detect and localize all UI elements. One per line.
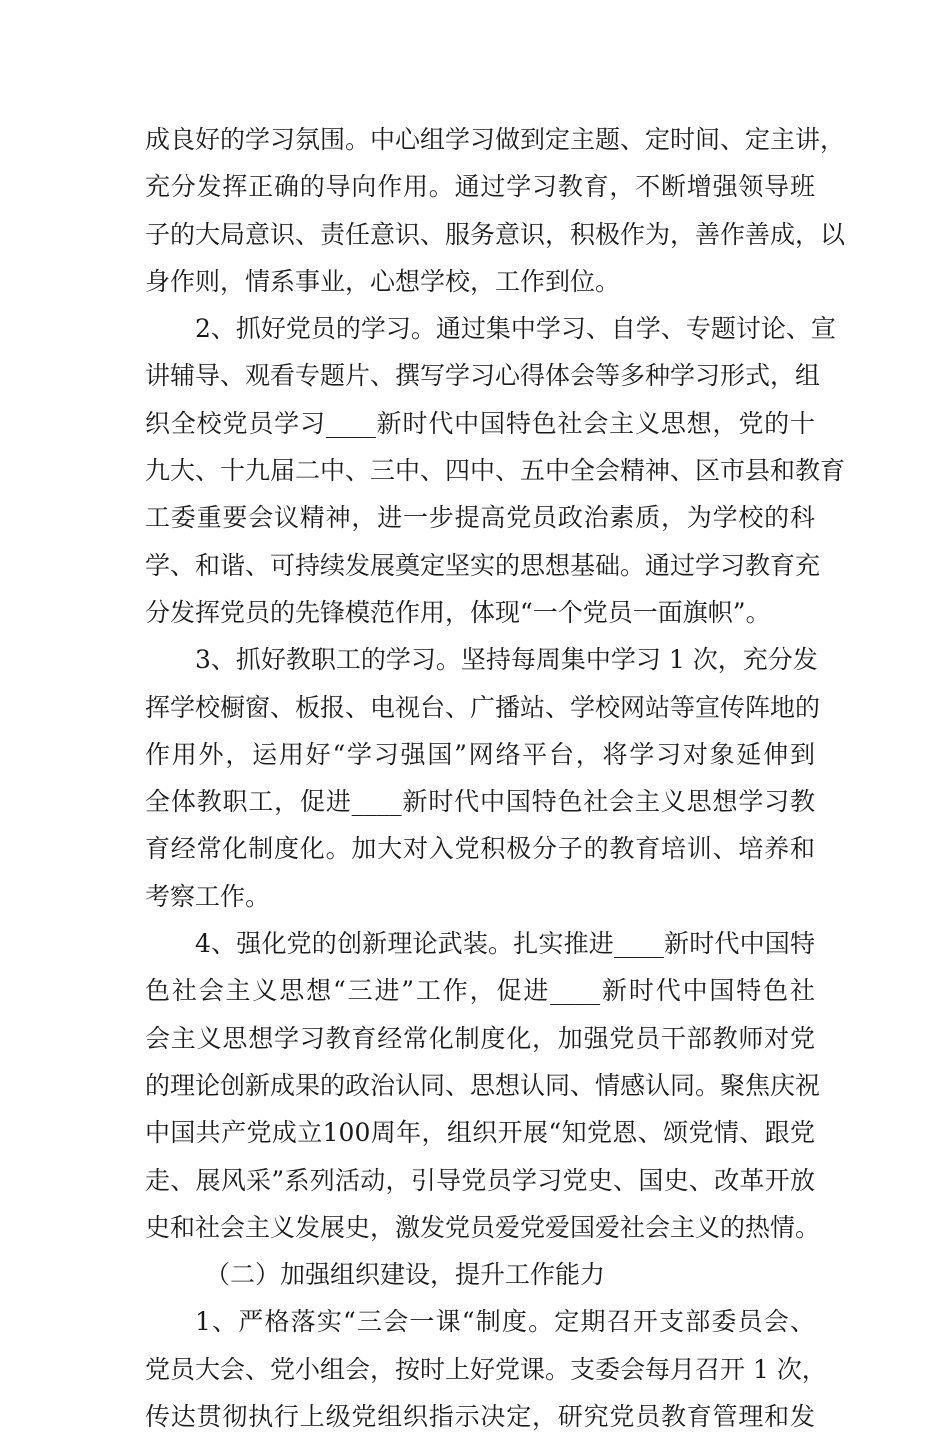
paragraph-staff-study xyxy=(145,636,821,920)
text-line: 4、强化党的创新理论武装。扎实推进____新时代中国特 xyxy=(195,929,815,959)
text-line: 3、抓好教职工的学习。坚持每周集中学习 1 次，充分发 xyxy=(195,645,818,675)
document-body xyxy=(145,116,846,1440)
text-line: 充分发挥正确的导向作用。通过学习教育，不断增强领导班 xyxy=(145,172,815,202)
text-line: 色社会主义思想“三进”工作，促进____新时代中国特色社 xyxy=(145,976,815,1006)
text-line: 走、展风采”系列活动，引导党员学习党史、国史、改革开放 xyxy=(145,1165,815,1195)
text-line: 织全校党员学习____新时代中国特色社会主义思想，党的十 xyxy=(145,408,815,438)
paragraph-three-meetings xyxy=(145,1298,827,1440)
text-line: 分发挥党员的先锋模范作用，体现“一个党员一面旗帜”。 xyxy=(145,597,771,627)
text-line: 全体教职工，促进____新时代中国特色社会主义思想学习教 xyxy=(145,787,815,817)
text-line: 会主义思想学习教育经常化制度化，加强党员干部教师对党 xyxy=(145,1023,815,1053)
text-line: 传达贯彻执行上级党组织指示决定，研究党员教育管理和发 xyxy=(145,1402,815,1432)
text-line: 工委重要会议精神，进一步提高党员政治素质，为学校的科 xyxy=(145,503,815,533)
text-line: 中国共产党成立100周年，组织开展“知党恩、颂党情、跟党 xyxy=(145,1118,815,1148)
text-line: 成良好的学习氛围。中心组学习做到定主题、定时间、定主讲， xyxy=(145,125,846,154)
text-line: 身作则，情系事业，心想学校，工作到位。 xyxy=(145,266,621,296)
paragraph-section-heading xyxy=(145,1251,815,1298)
paragraph-leadership-cont xyxy=(145,116,846,305)
text-line: 学、和谐、可持续发展奠定坚实的思想基础。通过学习教育充 xyxy=(145,550,821,580)
text-line: 2、抓好党员的学习。通过集中学习、自学、专题讨论、宣 xyxy=(195,314,836,344)
paragraph-party-member-study xyxy=(145,305,846,636)
text-line: 的理论创新成果的政治认同、思想认同、情感认同。聚焦庆祝 xyxy=(145,1070,821,1100)
text-line: 育经常化制度化。加大对入党积极分子的教育培训、培养和 xyxy=(145,834,815,864)
paragraph-theory-arming xyxy=(145,920,821,1251)
text-line: （二）加强组织建设，提升工作能力 xyxy=(205,1260,606,1290)
text-line: 史和社会主义发展史，激发党员爱党爱国爱社会主义的热情。 xyxy=(145,1212,821,1242)
text-line: 九大、十九届二中、三中、四中、五中全会精神、区市县和教育 xyxy=(145,456,846,486)
text-line: 1、严格落实“三会一课“制度。定期召开支部委员会、 xyxy=(195,1307,815,1337)
text-line: 作用外，运用好“学习强国”网络平台，将学习对象延伸到 xyxy=(145,739,815,769)
text-line: 讲辅导、观看专题片、撰写学习心得体会等多种学习形式，组 xyxy=(145,361,821,391)
text-line: 考察工作。 xyxy=(145,881,271,911)
text-line: 子的大局意识、责任意识、服务意识，积极作为，善作善成，以 xyxy=(145,219,846,249)
text-line: 挥学校橱窗、板报、电视台、广播站、学校网站等宣传阵地的 xyxy=(145,692,821,722)
text-line: 党员大会、党小组会，按时上好党课。支委会每月召开 1 次， xyxy=(145,1354,827,1384)
